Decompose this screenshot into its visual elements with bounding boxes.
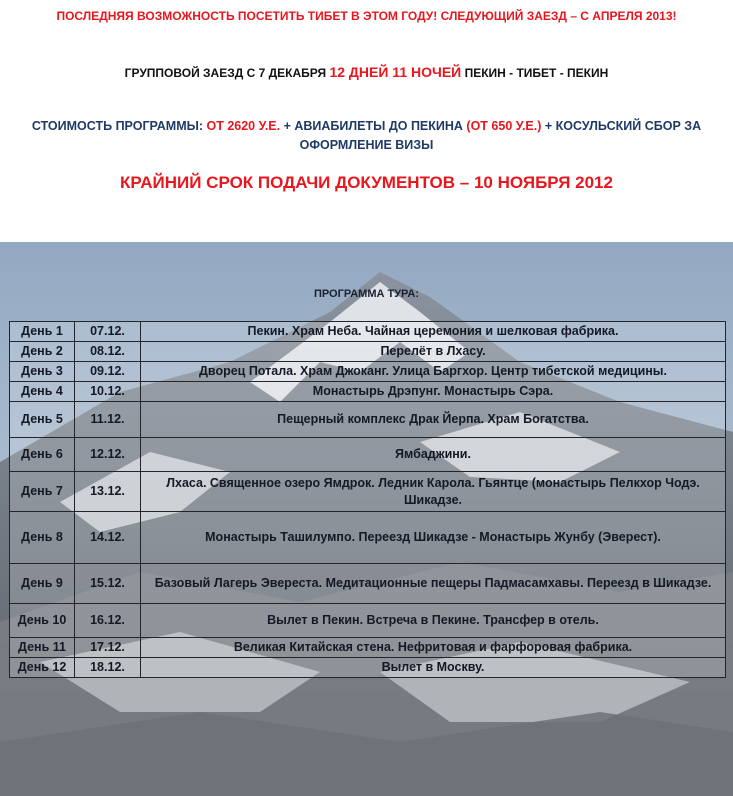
- table-row: [10, 402, 726, 438]
- visa-fee-label: + КОСУЛЬСКИЙ СБОР ЗА ОФОРМЛЕНИЕ ВИЗЫ: [299, 119, 702, 152]
- table-row: [10, 342, 726, 362]
- price-line: [20, 117, 713, 155]
- program-title: ПРОГРАММА ТУРА:: [313, 288, 420, 300]
- day-cell: День 5: [10, 402, 75, 438]
- price-value: ОТ 2620 У.Е.: [206, 119, 281, 133]
- description-cell: Дворец Потала. Храм Джоканг. Улица Баргхор. Центр тибетской медицины.: [141, 362, 726, 382]
- price-label: СТОИМОСТЬ ПРОГРАММЫ:: [31, 119, 207, 133]
- table-row: [10, 382, 726, 402]
- deadline-notice: КРАЙНИЙ СРОК ПОДАЧИ ДОКУМЕНТОВ – 10 НОЯБРЯ 2012: [120, 173, 613, 192]
- date-cell: 17.12.: [75, 638, 141, 658]
- day-cell: День 4: [10, 382, 75, 402]
- date-cell: 09.12.: [75, 362, 141, 382]
- date-cell: 07.12.: [75, 322, 141, 342]
- day-cell: День 12: [10, 658, 75, 678]
- day-cell: День 2: [10, 342, 75, 362]
- group-tour-line: [0, 64, 733, 80]
- group-tour-start: ГРУППОВОЙ ЗАЕЗД С 7 ДЕКАБРЯ: [124, 66, 330, 80]
- table-row: [10, 322, 726, 342]
- date-cell: 08.12.: [75, 342, 141, 362]
- flights-label: + АВИАБИЛЕТЫ ДО ПЕКИНА: [280, 119, 467, 133]
- table-row: [10, 438, 726, 472]
- description-cell: Пекин. Храм Неба. Чайная церемония и шелковая фабрика.: [141, 322, 726, 342]
- day-cell: День 8: [10, 512, 75, 564]
- day-cell: День 3: [10, 362, 75, 382]
- table-row: [10, 658, 726, 678]
- tour-route: ПЕКИН - ТИБЕТ - ПЕКИН: [461, 66, 609, 80]
- description-cell: Монастырь Ташилумпо. Переезд Шикадзе - Монастырь Жунбу (Эверест).: [141, 512, 726, 564]
- day-cell: День 1: [10, 322, 75, 342]
- day-cell: День 11: [10, 638, 75, 658]
- date-cell: 10.12.: [75, 382, 141, 402]
- date-cell: 14.12.: [75, 512, 141, 564]
- description-cell: Вылет в Пекин. Встреча в Пекине. Трансфер в отель.: [141, 604, 726, 638]
- header-area: [0, 0, 733, 242]
- promo-headline: ПОСЛЕДНЯЯ ВОЗМОЖНОСТЬ ПОСЕТИТЬ ТИБЕТ В ЭТОМ ГОДУ! СЛЕДУЮЩИЙ ЗАЕЗД – С АПРЕЛЯ 2013!: [56, 9, 677, 23]
- date-cell: 18.12.: [75, 658, 141, 678]
- description-cell: Вылет в Москву.: [141, 658, 726, 678]
- tour-duration: 12 ДНЕЙ 11 НОЧЕЙ: [329, 64, 462, 80]
- date-cell: 13.12.: [75, 472, 141, 512]
- table-row: [10, 638, 726, 658]
- date-cell: 11.12.: [75, 402, 141, 438]
- description-cell: Лхаса. Священное озеро Ямдрок. Ледник Карола. Гьянтце (монастырь Пелкхор Чодэ. Шикадзе.: [141, 472, 726, 512]
- flights-price: (ОТ 650 У.Е.): [466, 119, 542, 133]
- description-cell: Великая Китайская стена. Нефритовая и фарфоровая фабрика.: [141, 638, 726, 658]
- date-cell: 16.12.: [75, 604, 141, 638]
- description-cell: Пещерный комплекс Драк Йерпа. Храм Богатства.: [141, 402, 726, 438]
- day-cell: День 7: [10, 472, 75, 512]
- day-cell: День 6: [10, 438, 75, 472]
- tour-schedule-table: [9, 321, 726, 678]
- date-cell: 12.12.: [75, 438, 141, 472]
- table-row: [10, 472, 726, 512]
- description-cell: Монастырь Дрэпунг. Монастырь Сэра.: [141, 382, 726, 402]
- description-cell: Базовый Лагерь Эвереста. Медитационные пещеры Падмасамхавы. Переезд в Шикадзе.: [141, 564, 726, 604]
- table-row: [10, 564, 726, 604]
- table-row: [10, 362, 726, 382]
- day-cell: День 10: [10, 604, 75, 638]
- description-cell: Ямбаджини.: [141, 438, 726, 472]
- table-row: [10, 512, 726, 564]
- description-cell: Перелёт в Лхасу.: [141, 342, 726, 362]
- day-cell: День 9: [10, 564, 75, 604]
- date-cell: 15.12.: [75, 564, 141, 604]
- table-row: [10, 604, 726, 638]
